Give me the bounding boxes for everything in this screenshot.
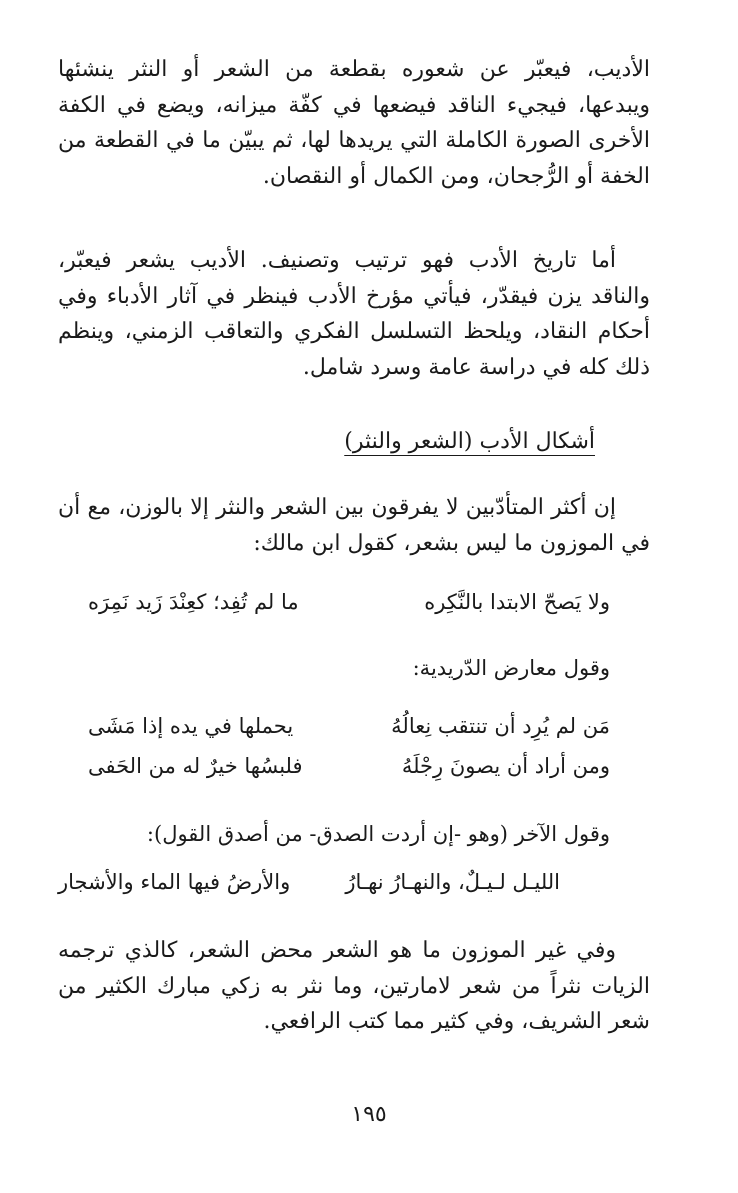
verse-durayd-1 <box>58 714 650 748</box>
verse-second-hemistich: ما لم تُفِد؛ كعِنْدَ زَيد نَمِرَه <box>88 590 299 614</box>
paragraph-3: إن أكثر المتأدّبين لا يفرقون بين الشعر والنثر إلا بالوزن، مع أن في الموزون ما ليس بشعر، كقول ابن مالك: <box>58 495 650 556</box>
intro-other: وقول الآخر (وهو -إن أردت الصدق- من أصدق القول): <box>146 822 610 846</box>
verse-first-hemistich: ومن أراد أن يصونَ رِجْلَهُ <box>401 754 610 778</box>
verse-first-hemistich: الليـل لـيـلٌ، والنهـارُ نهـارُ <box>345 870 560 894</box>
verse-second-hemistich: فلبسُها خيرٌ له من الحَفى <box>88 754 303 778</box>
verse-night-day <box>58 870 650 904</box>
section-heading: أشكال الأدب (الشعر والنثر) <box>344 429 595 454</box>
verse-durayd-2 <box>58 754 650 788</box>
page-number: ١٩٥ <box>351 1102 387 1127</box>
verse-first-hemistich: مَن لم يُرِد أن تنتقب نِعالُهُ <box>391 714 610 738</box>
verse-second-hemistich: والأرضُ فيها الماء والأشجار <box>58 870 291 894</box>
paragraph-4: وفي غير الموزون ما هو الشعر محض الشعر، كالذي ترجمه الزيات نثراً من شعر لامارتين، وما نثر به زكي مبارك الكثير من شعر الشريف، وفي كثير مما كتب الرافعي. <box>58 938 650 1034</box>
verse-ibn-malik <box>58 590 650 624</box>
paragraph-2: أما تاريخ الأدب فهو ترتيب وتصنيف. الأديب يشعر فيعبّر، والناقد يزن فيقدّر، فيأتي مؤرخ الأدب فينظر في آثار الأدباء وفي أحكام النقاد، ويلحظ التسلسل الفكري والتعاقب الزمني، وينظم ذلك كله في دراسة عامة وسرد شامل. <box>58 248 650 380</box>
verse-second-hemistich: يحملها في يده إذا مَشَى <box>88 714 294 738</box>
intro-durayd: وقول معارض الدّريدية: <box>412 656 610 680</box>
verse-first-hemistich: ولا يَصحّ الابتدا بالنَّكِره <box>424 590 610 614</box>
paragraph-1: الأديب، فيعبّر عن شعوره بقطعة من الشعر أو النثر ينشئها ويبدعها، فيجيء الناقد فيضعها في كفّة ميزانه، ويضع في الكفة الأخرى الصورة الكاملة التي يريدها لها، ثم يبيّن ما في القطعة من الخفة أو الرُّجحان، ومن الكمال أو النقصان. <box>58 57 650 189</box>
